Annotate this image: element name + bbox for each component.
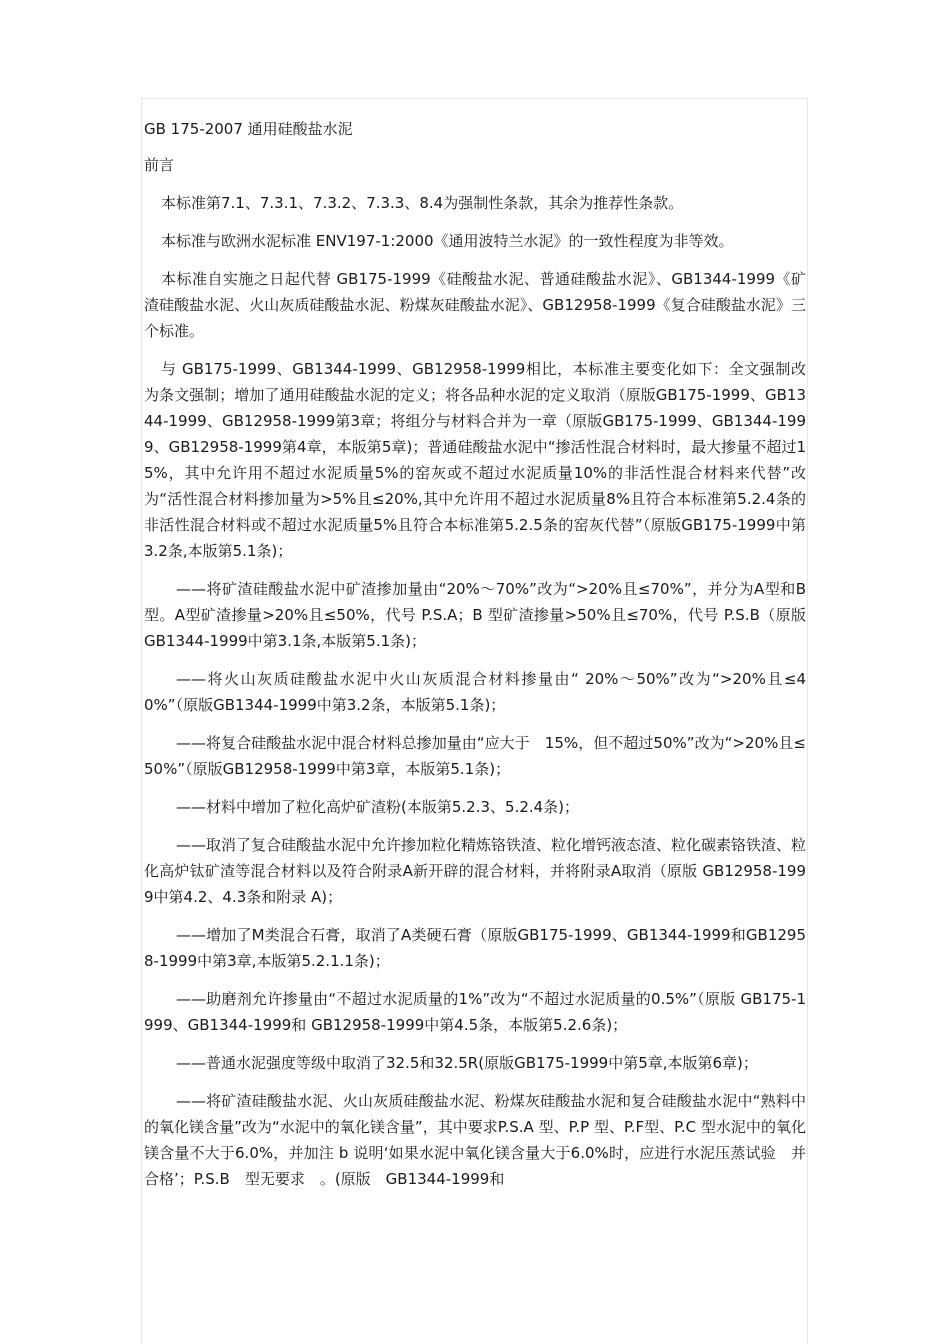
paragraph-main-changes: 与 GB175-1999、GB1344-1999、GB12958-1999相比，本标准主要变化如下：全文强制改为条文强制；增加了通用硅酸盐水泥的定义；将各品种水泥的定义取消（原版GB175-1999、GB1344-1999、GB12958-1999第3章；将组分与材料合并为一章（原版GB175-1999、GB1344-1999、GB12958-1999第4章，本版第5章)；普通硅酸盐水泥中“掺活性混合材料时，最大掺量不超过15%，其中允许用不超过水泥质量5%的窑灰或不超过水泥质量10%的非活性混合材料来代替”改为“活性混合材料掺加量为>5%且≤20%,其中允许用不超过水泥质量8%且符合本标准第5.2.4条的非活性混合材料或不超过水泥质量5%且符合本标准第5.2.5条的窑灰代替”（原版GB175-1999中第3.2条,本版第5.1条)； [144, 360, 806, 560]
change-item: ——材料中增加了粒化高炉矿渣粉(本版第5.2.3、5.2.4条)； [176, 798, 580, 816]
preface-heading: 前言 [144, 156, 175, 174]
change-item: ——将矿渣硅酸盐水泥中矿渣掺加量由“20%～70%”改为“>20%且≤70%”，并分为A型和B型。A型矿渣掺量>20%且≤50%，代号 P.S.A；B 型矿渣掺量>50%且≤70%，代号 P.S.B（原版 GB1344-1999中第3.1条,本版第5.1条)； [144, 580, 806, 650]
change-item: ——取消了复合硅酸盐水泥中允许掺加粒化精炼铬铁渣、粒化增钙液态渣、粒化碳素铬铁渣、粒化高炉钛矿渣等混合材料以及符合附录A新开辟的混合材料，并将附录A取消（原版 GB12958-1999中第4.2、4.3条和附录 A)； [144, 836, 807, 906]
change-item: ——助磨剂允许掺量由“不超过水泥质量的1%”改为“不超过水泥质量的0.5%”（原版 GB175-1999、GB1344-1999和 GB12958-1999中第4.5条，本版第5.2.6条)； [144, 990, 806, 1034]
paragraph-consistency: 本标准与欧洲水泥标准 ENV197-1:2000《通用波特兰水泥》的一致性程度为非等效。 [161, 232, 734, 250]
document-body [144, 116, 806, 1204]
change-item: ——增加了M类混合石膏，取消了A类硬石膏（原版GB175-1999、GB1344-1999和GB12958-1999中第3章,本版第5.2.1.1条)； [144, 926, 806, 970]
change-item: ——将矿渣硅酸盐水泥、火山灰质硅酸盐水泥、粉煤灰硅酸盐水泥和复合硅酸盐水泥中“熟料中的氧化镁含量”改为“水泥中的氧化镁含量”，其中要求P.S.A 型、P.P 型、P.F型、P.C 型水泥中的氧化镁含量不大于6.0%，并加注 b 说明‘如果水泥中氧化镁含量大于6.0%时，应进行水泥压蒸试验 并合格’；P.S.B 型无要求 。(原版 GB1344-1999和 [144, 1092, 806, 1188]
paragraph-mandatory-clauses: 本标准第7.1、7.3.1、7.3.2、7.3.3、8.4为强制性条款，其余为推荐性条款。 [161, 194, 684, 212]
document-title: GB 175-2007 通用硅酸盐水泥 [144, 120, 353, 138]
paragraph-replaces: 本标准自实施之日起代替 GB175-1999《硅酸盐水泥、普通硅酸盐水泥》、GB1344-1999《矿渣硅酸盐水泥、火山灰质硅酸盐水泥、粉煤灰硅酸盐水泥》、GB12958-1999《复合硅酸盐水泥》三个标准。 [144, 270, 806, 340]
change-item: ——将复合硅酸盐水泥中混合材料总掺加量由“应大于 15%，但不超过50%”改为“>20%且≤50%”（原版GB12958-1999中第3章，本版第5.1条)； [144, 734, 806, 778]
change-item: ——普通水泥强度等级中取消了32.5和32.5R(原版GB175-1999中第5章,本版第6章)； [176, 1054, 758, 1072]
change-item: ——将火山灰质硅酸盐水泥中火山灰质混合材料掺量由“ 20%～50%”改为“>20%且≤40%”（原版GB1344-1999中第3.2条，本版第5.1条)； [144, 670, 806, 714]
